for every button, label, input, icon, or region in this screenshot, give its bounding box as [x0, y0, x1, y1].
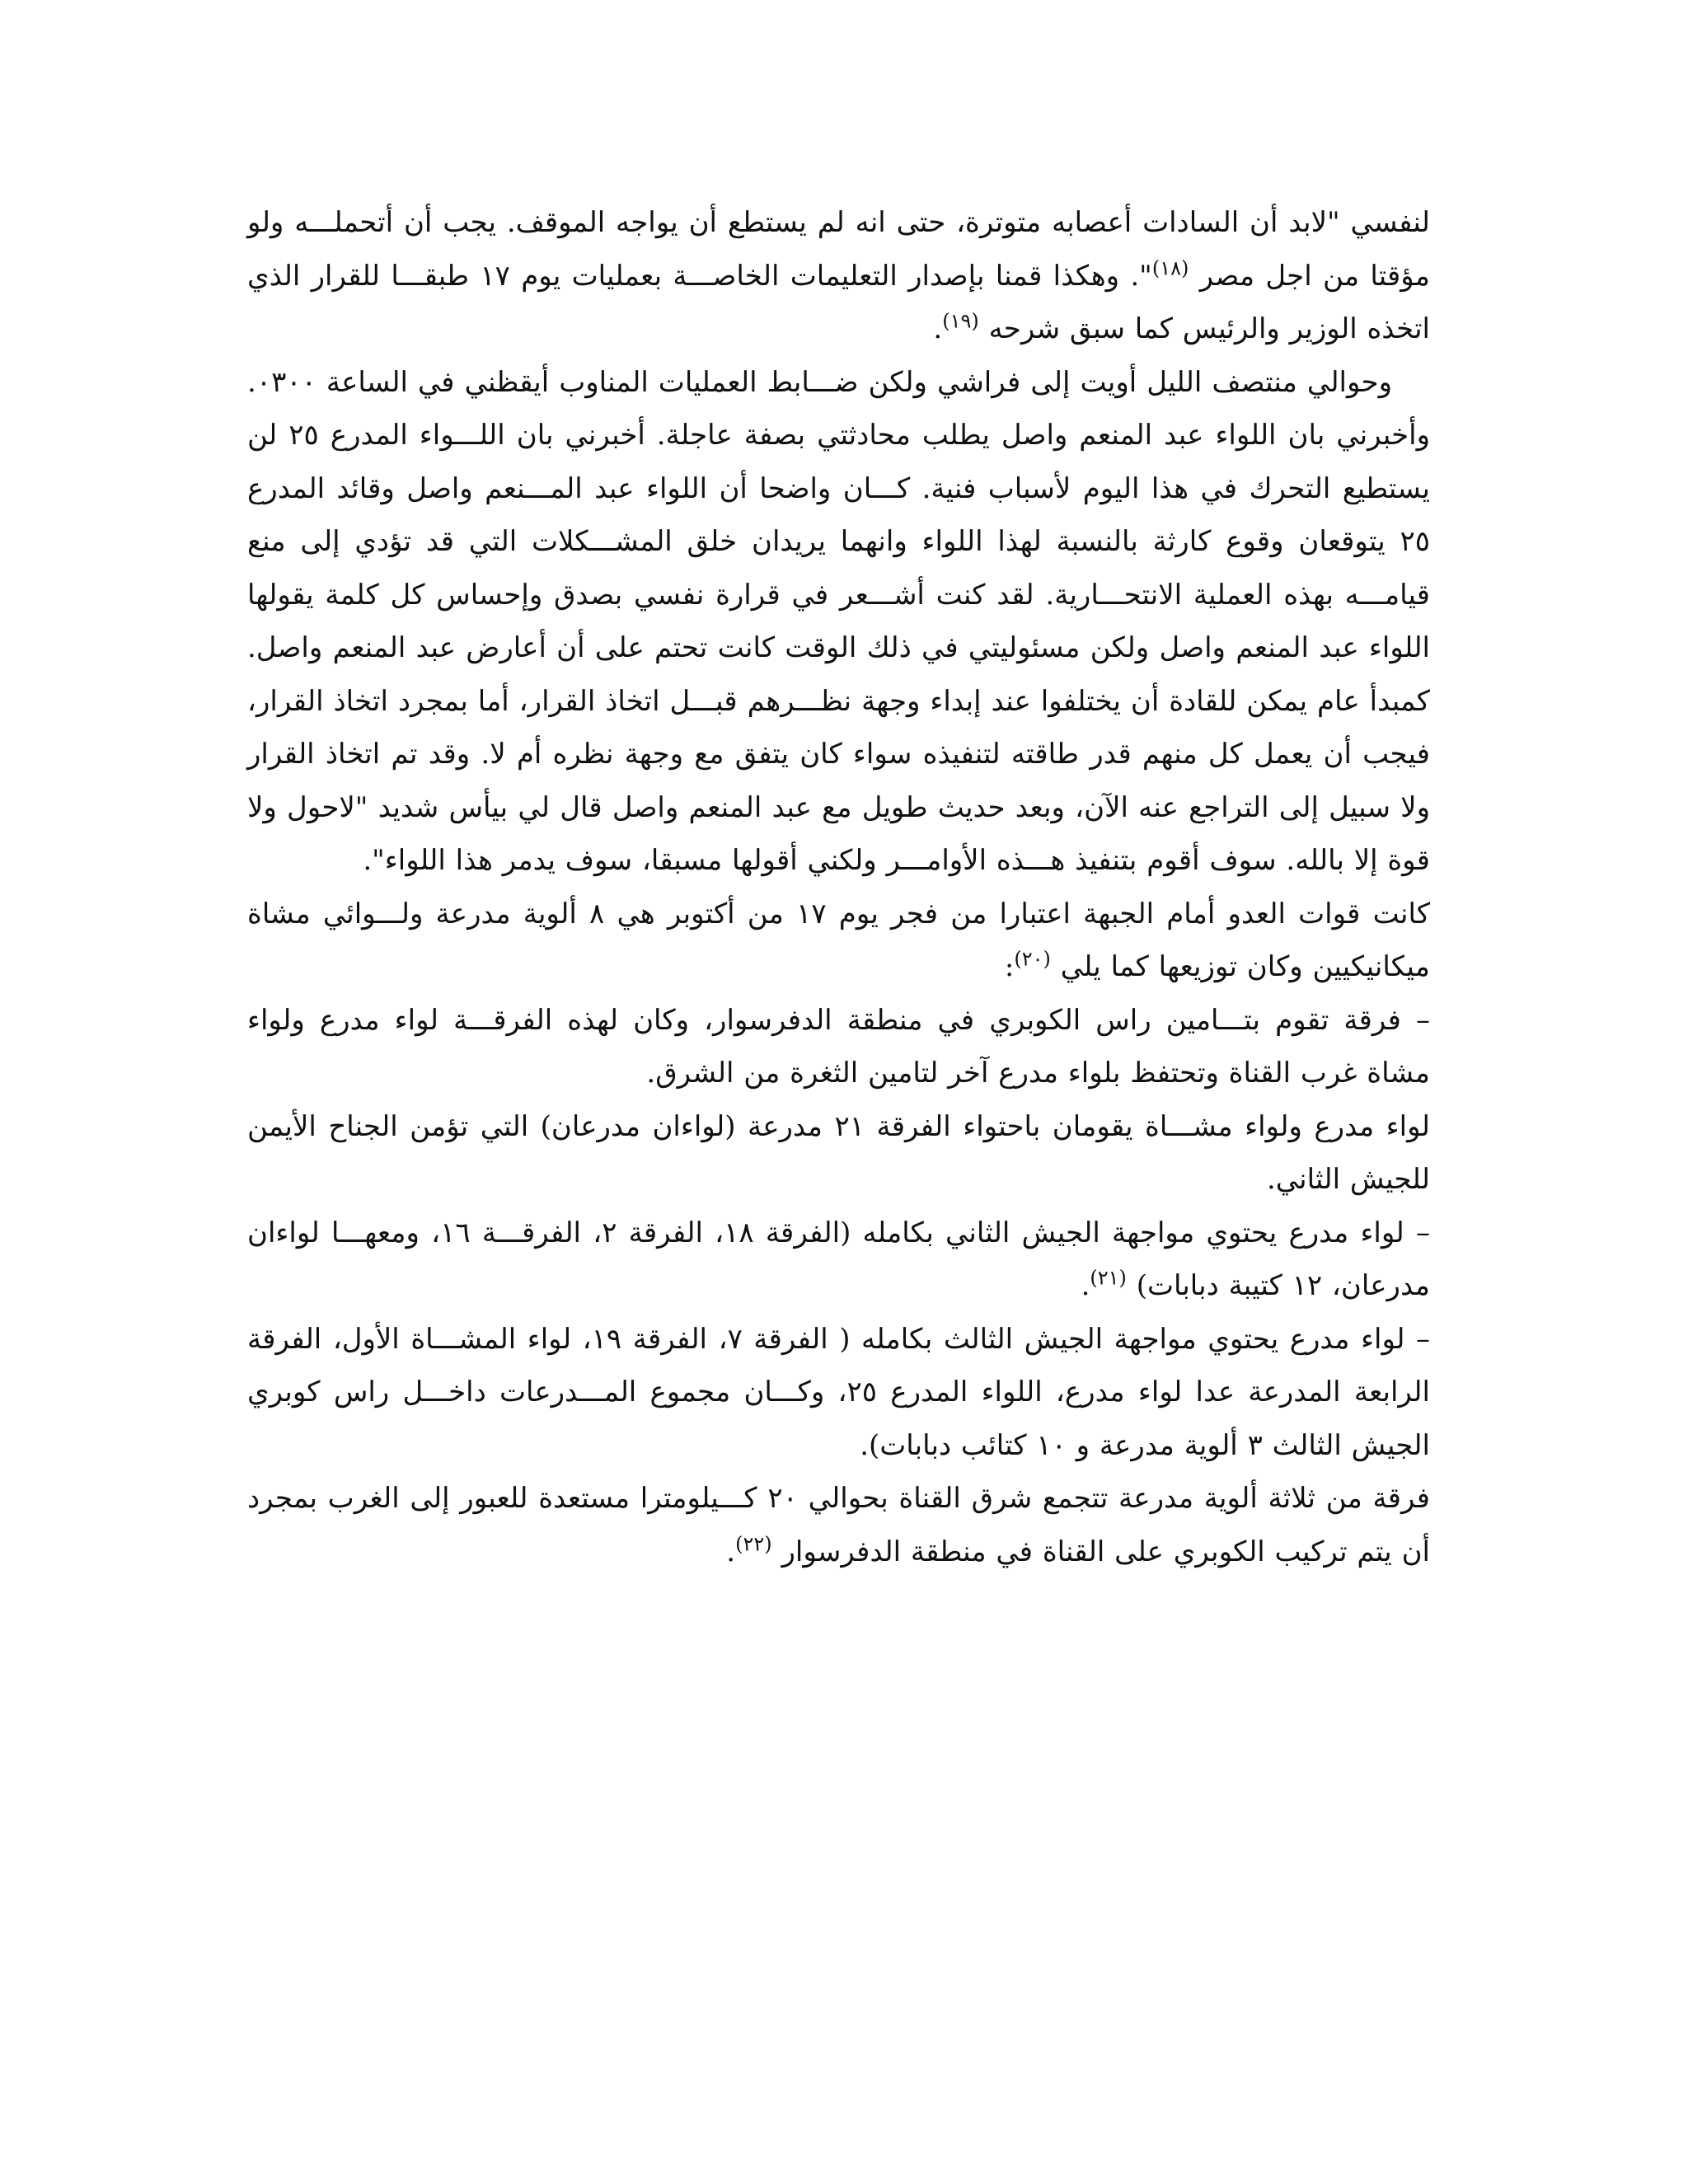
paragraph-p2 — [247, 356, 1430, 888]
footnote-reference: (١٨) — [1151, 256, 1189, 280]
paragraph-text: لنفسي "لابد أن السادات أعصابه متوترة، حتى انه لم يستطع أن يواجه الموقف. يجب أن أتحملـــه ولو مؤقتا من اجل مصر — [247, 206, 1430, 293]
paragraph-text: – لواء مدرع يحتوي مواجهة الجيش الثالث بكامله ( الفرقة ٧، الفرقة ١٩، لواء المشـــاة الأول، الفرقة الرابعة المدرعة عدا لواء مدرع، اللواء المدرع ٢٥، وكـــان مجموع المـــدرعات داخـــل راس كوبري الجيش الثالث ٣ ألوية مدرعة و ١٠ كتائب دبابات). — [247, 1322, 1430, 1462]
footnote-reference: (١٩) — [942, 309, 979, 333]
document-page — [247, 196, 1430, 2092]
paragraph-p6 — [247, 1207, 1430, 1313]
paragraph-text: – لواء مدرع يحتوي مواجهة الجيش الثاني بكامله (الفرقة ١٨، الفرقة ٢، الفرقـــة ١٦، ومعهـــا لواءان مدرعان، ١٢ كتيبة دبابات) — [247, 1216, 1431, 1302]
paragraph-text: وحوالي منتصف الليل أويت إلى فراشي ولكن ضـــابط العمليات المناوب أيقظني في الساعة ٠٣٠٠. وأخبرني بان اللواء عبد المنعم واصل يطلب محادثتي بصفة عاجلة. أخبرني بان اللـــواء المدرع ٢٥ لن يستطيع التحرك في هذا اليوم لأسباب فنية. كـــان واضحا أن اللواء عبد المـــنعم واصل وقائد المدرع ٢٥ يتوقعان وقوع كارثة بالنسبة لهذا اللواء وانهما يريدان خلق المشـــكلات التي قد تؤدي إلى منع قيامـــه بهذه العملية الانتحـــارية. لقد كنت أشـــعر في قرارة نفسي بصدق وإحساس كل كلمة يقولها اللواء عبد المنعم واصل ولكن مسئوليتي في ذلك الوقت كانت تحتم على أن أعارض عبد المنعم واصل. كمبدأ عام يمكن للقادة أن يختلفوا عند إبداء وجهة نظـــرهم قبـــل اتخاذ القرار، أما بمجرد اتخاذ القرار، فيجب أن يعمل كل منهم قدر طاقته لتنفيذه سواء كان يتفق مع وجهة نظره أم لا. وقد تم اتخاذ القرار ولا سبيل إلى التراجع عنه الآن، وبعد حديث طويل مع عبد المنعم واصل قال لي بيأس شديد "لاحول ولا قوة إلا بالله. سوف أقوم بتنفيذ هـــذه الأوامـــر ولكني أقولها مسبقا، سوف يدمر هذا اللواء". — [247, 365, 1430, 877]
paragraph-text: : — [1004, 950, 1015, 983]
paragraph-text: . — [1081, 1269, 1090, 1302]
paragraph-text: لواء مدرع ولواء مشـــاة يقومان باحتواء الفرقة ٢١ مدرعة (لواءان مدرعان) التي تؤمن الجناح الأيمن للجيش الثاني. — [247, 1109, 1430, 1196]
paragraph-p5 — [247, 1100, 1430, 1207]
footnote-reference: (٢٠) — [1014, 947, 1051, 971]
footnote-reference: (٢١) — [1090, 1266, 1127, 1290]
footnote-reference: (٢٢) — [735, 1532, 772, 1556]
paragraph-p4 — [247, 994, 1430, 1100]
paragraph-text: . — [933, 312, 943, 345]
paragraph-text: فرقة من ثلاثة ألوية مدرعة تتجمع شرق القناة بحوالي ٢٠ كـــيلومترا مستعدة للعبور إلى الغرب بمجرد أن يتم تركيب الكوبري على القناة في منطقة الدفرسوار — [247, 1482, 1430, 1568]
paragraph-p3 — [247, 888, 1430, 994]
paragraph-text: ". وهكذا قمنا بإصدار التعليمات الخاصـــة بعمليات يوم ١٧ طبقـــا للقرار الذي اتخذه الوزير والرئيس كما سبق شرحه — [247, 259, 1430, 345]
paragraph-p8 — [247, 1472, 1430, 1578]
paragraph-text: كانت قوات العدو أمام الجبهة اعتبارا من فجر يوم ١٧ من أكتوبر هي ٨ ألوية مدرعة ولـــوائي مشاة ميكانيكيين وكان توزيعها كما يلي — [247, 897, 1431, 983]
paragraph-p7 — [247, 1313, 1430, 1473]
paragraph-text: . — [726, 1535, 736, 1568]
paragraph-text: – فرقة تقوم بتـــامين راس الكوبري في منطقة الدفرسوار، وكان لهذه الفرقـــة لواء مدرع ولواء مشاة غرب القناة وتحتفظ بلواء مدرع آخر لتامين الثغرة من الشرق. — [247, 1003, 1430, 1090]
paragraph-p1 — [247, 196, 1430, 356]
